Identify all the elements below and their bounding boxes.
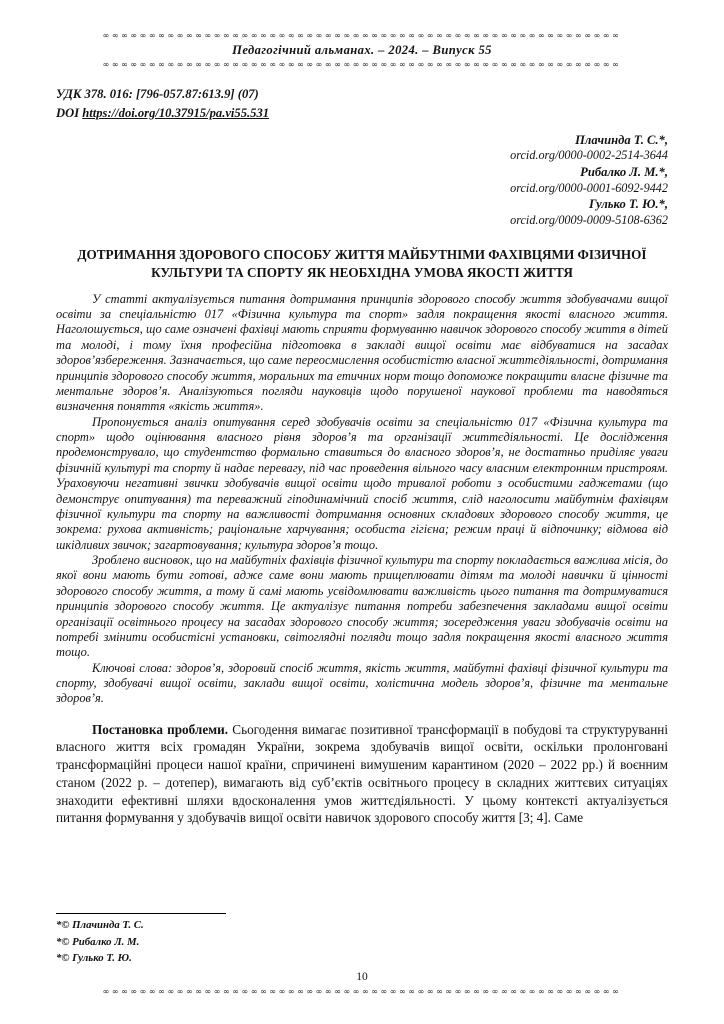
journal-header: Педагогічний альманах. – 2024. – Випуск 55 — [232, 43, 492, 57]
keywords-text: здоров’я, здоровий спосіб життя, якість життя, майбутні фахівці фізичної культури та спорту, здобувачі вищої освіти, заклади вищої освіти, холістична модель здоров’я, фізичне та ментальне здоров’я. — [56, 660, 669, 706]
footnote-line: *© Гулько Т. Ю. — [56, 951, 132, 964]
page-number: 10 — [356, 971, 368, 983]
author-orcid: orcid.org/0009-0009-5108-6362 — [510, 212, 668, 227]
bottom-ornament-row: ∞∞∞∞∞∞∞∞∞∞∞∞∞∞∞∞∞∞∞∞∞∞∞∞∞∞∞∞∞∞∞∞∞∞∞∞∞∞∞∞∞∞∞∞∞∞∞∞∞∞∞∞∞∞∞∞ — [102, 987, 622, 996]
doi-label: DOI — [56, 106, 83, 120]
footnote-line: *© Плачинда Т. С. — [56, 919, 144, 932]
article-meta — [56, 86, 668, 122]
body-text: Сьогодення вимагає позитивної трансформації в побудові та структуруванні власного життя всіх громадян України, зокрема здобувачів вищої освіти, оскільки пролонговані трансформаційні процеси нашої країни, спричинені вимушеним карантином (2020 – 2022 рр.) й воєнним станом (2022 р. – дотепер), вимагають від суб’єктів освітнього процесу в складних життєвих ситуаціях знаходити ефективні шляхи вдосконалення умов життєдіяльності. У цьому контексті актуалізується питання формування у здобувачів вищої освіти навичок здорового способу життя [3; 4]. Саме — [56, 721, 668, 826]
top-ornament-row-1: ∞∞∞∞∞∞∞∞∞∞∞∞∞∞∞∞∞∞∞∞∞∞∞∞∞∞∞∞∞∞∞∞∞∞∞∞∞∞∞∞∞∞∞∞∞∞∞∞∞∞∞∞∞∞∞∞ — [102, 31, 622, 40]
abstract-paragraph: Зроблено висновок, що на майбутніх фахівців фізичної культури та спорту покладається важлива місія, до якої вони мають бути готові, адже саме вони мають прищеплювати дітям та молоді навички й цінності здорового способу життя, а тому й самі мають усвідомлювати важливість цього питання та дотримуватися принципів здорового способу життя. Це актуалізує питання потреби забезпечення закладами вищої освіти організації освітнього процесу на засадах здорового способу життя; зосередження уваги здобувачів освіти на потребі змінити особистісні установки, світоглядні погляди тощо задля покращення якості власного життя тощо. — [56, 553, 668, 660]
keywords-paragraph — [56, 661, 668, 707]
author-name: Рибалко Л. М.*, — [580, 165, 668, 180]
udk-line: УДК 378. 016: [796-057.87:613.9] (07) — [56, 87, 259, 101]
authors-block — [56, 132, 668, 229]
article-title: ДОТРИМАННЯ ЗДОРОВОГО СПОСОБУ ЖИТТЯ МАЙБУТНІМИ ФАХІВЦЯМИ ФІЗИЧНОЇ КУЛЬТУРИ ТА СПОРТУ ЯК НЕОБХІДНА УМОВА ЯКОСТІ ЖИТТЯ — [77, 246, 647, 281]
page-footer — [56, 899, 668, 998]
author-name: Гулько Т. Ю.*, — [589, 197, 668, 212]
author-entry — [56, 132, 668, 164]
author-orcid: orcid.org/0000-0002-2514-3644 — [510, 148, 668, 163]
abstract-paragraph: Пропонується аналіз опитування серед здобувачів освіти за спеціальністю 017 «Фізична культура та спорт» щодо оцінювання власного рівня здоров’я та організації життєдіяльності. Це дослідження продемонструвало, що студентство формально ставиться до власного здоров’я, не достатньо приділяє уваги фізичній культурі та спорту й надає перевагу, під час проведення вільного часу власним електронним пристроям. Ураховуючи негативні звички здобувачів вищої освіти щодо тривалої роботи з особистими гаджетами (що демонструє опитування) та переважний гіподинамічний спосіб життя, слід наголосити майбутнім фахівцям фізичної культури та спорту на важливості дотримання основних складових здорового способу життя, це зокрема: рухова активність; раціональне харчування; особиста гігієна; режим праці й відпочинку; відмова від шкідливих звичок; загартовування; культура здоров’я тощо. — [56, 414, 668, 552]
keywords-label: Ключові слова: — [92, 660, 173, 675]
doi-line — [56, 105, 668, 122]
author-orcid: orcid.org/0000-0001-6092-9442 — [510, 180, 668, 195]
footnote-separator — [56, 913, 226, 914]
author-name: Плачинда Т. С.*, — [575, 133, 668, 147]
body-paragraph — [56, 721, 668, 827]
author-entry — [56, 196, 668, 228]
doi-link[interactable]: https://doi.org/10.37915/pa.vi55.531 — [82, 106, 270, 120]
body-lead-heading: Постановка проблеми. — [92, 721, 229, 737]
abstract-block — [56, 292, 668, 707]
author-entry — [56, 164, 668, 196]
footnotes-block — [56, 917, 668, 966]
abstract-paragraph: У статті актуалізується питання дотримання принципів здорового способу життя здобувачами вищої освіти за спеціальністю 017 «Фізична культура та спорт» задля покращення якості власного життя. Наголошується, що саме означені фахівці мають сприяти формуванню навичок здорового способу життя в дітей та молоді, і тому їхня професійна підготовка в закладі вищої освіти має відбуватися на засадах здоров’язбереження. Зазначається, що саме переосмислення особистістю власної життєдіяльності, дотримання принципів здорового способу життя, моральних та етичних норм тощо допоможе покращити власне фізичне та ментальне здоров’я. Аналізуються погляди науковців щодо порушеної наукової проблеми та наводяться визначення поняття «якість життя». — [56, 291, 668, 414]
footnote-line: *© Рибалко Л. М. — [56, 935, 140, 948]
top-ornament-row-2: ∞∞∞∞∞∞∞∞∞∞∞∞∞∞∞∞∞∞∞∞∞∞∞∞∞∞∞∞∞∞∞∞∞∞∞∞∞∞∞∞∞∞∞∞∞∞∞∞∞∞∞∞∞∞∞∞ — [102, 60, 622, 69]
